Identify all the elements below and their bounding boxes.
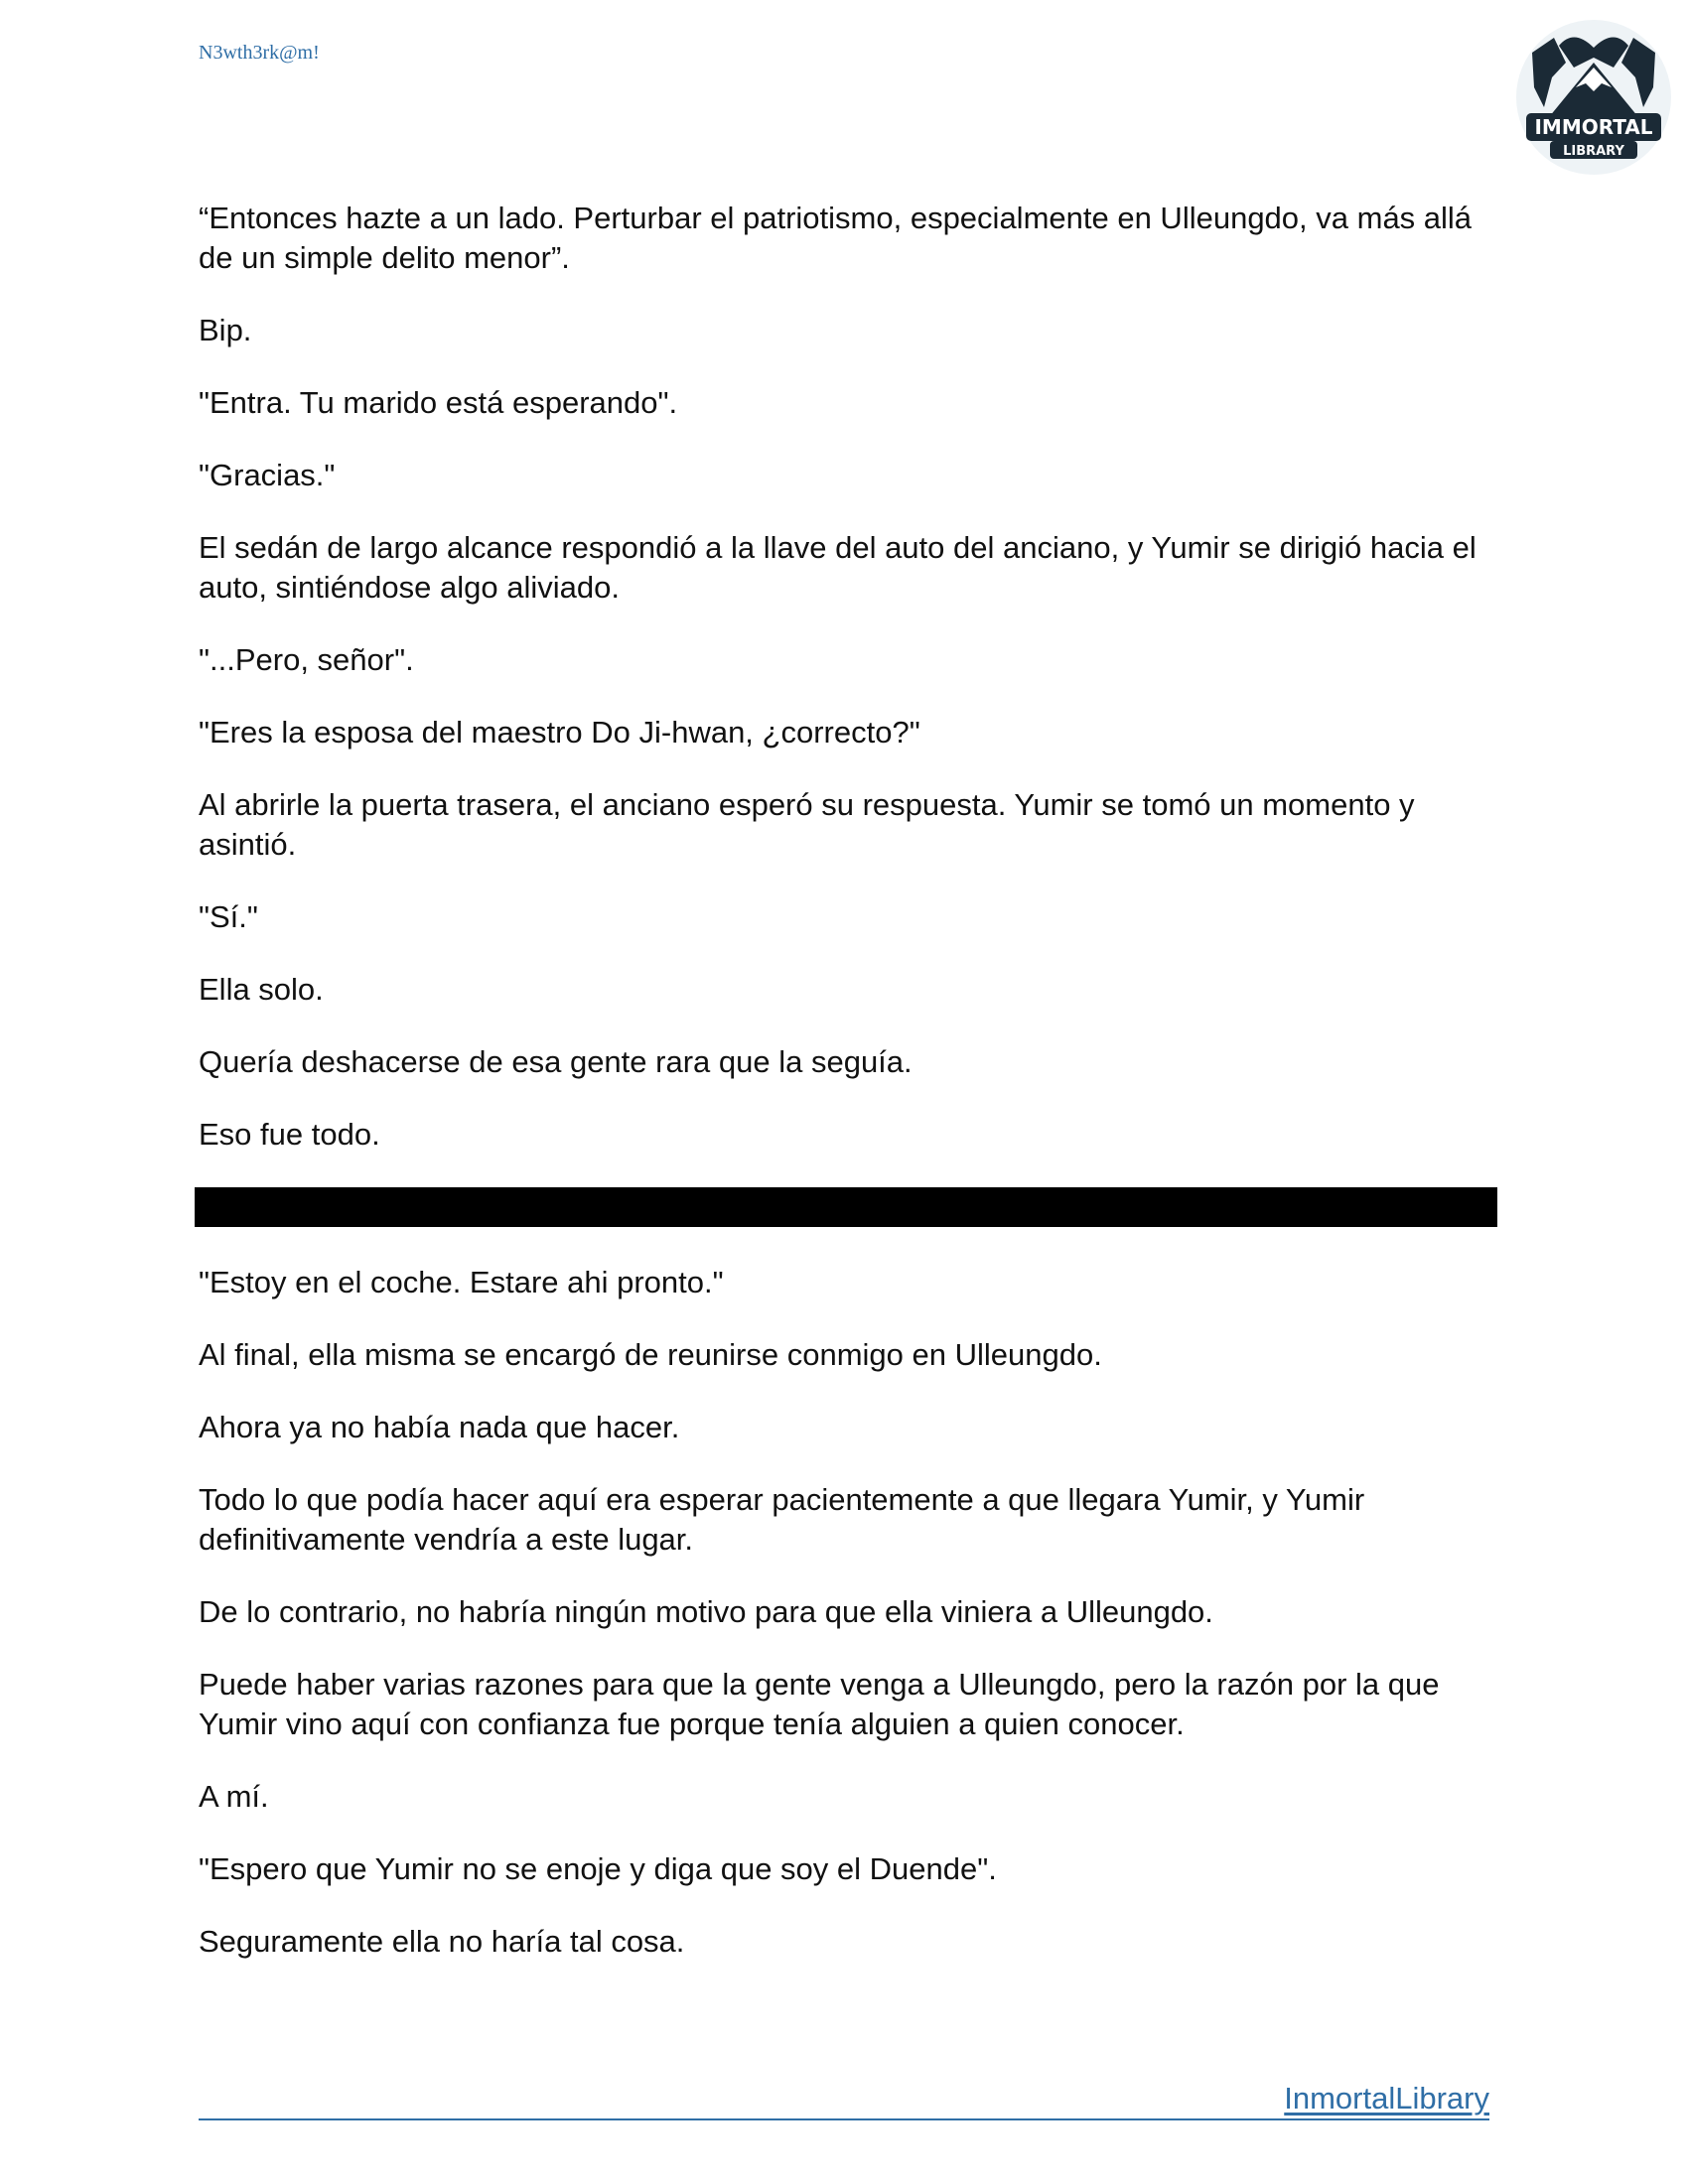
section-divider bbox=[195, 1187, 1497, 1227]
paragraph: Ahora ya no había nada que hacer. bbox=[199, 1410, 680, 1444]
paragraph: "Sí." bbox=[199, 899, 258, 934]
paragraph: Puede haber varias razones para que la gente venga a Ulleungdo, pero la razón por la que Yumir vino aquí con confianza fue porque tenía alguien a quien conocer. bbox=[199, 1667, 1440, 1741]
dragon-emblem-icon bbox=[1514, 18, 1673, 177]
logo-text-line1: IMMORTAL bbox=[1534, 115, 1653, 139]
paragraph: Bip. bbox=[199, 313, 252, 347]
paragraph: Todo lo que podía hacer aquí era esperar pacientemente a que llegara Yumir, y Yumir definitivamente vendría a este lugar. bbox=[199, 1482, 1365, 1557]
paragraph: Eso fue todo. bbox=[199, 1117, 380, 1152]
immortal-library-logo bbox=[1514, 18, 1673, 177]
paragraph: "Entra. Tu marido está esperando". bbox=[199, 385, 678, 420]
paragraph: "Estoy en el coche. Estare ahi pronto." bbox=[199, 1265, 724, 1299]
paragraph: Al abrirle la puerta trasera, el anciano esperó su respuesta. Yumir se tomó un momento y asintió. bbox=[199, 787, 1415, 862]
footer-rule bbox=[199, 2118, 1489, 2120]
paragraph: A mí. bbox=[199, 1779, 269, 1814]
document-body bbox=[199, 199, 1489, 1994]
paragraph: Ella solo. bbox=[199, 972, 324, 1007]
header-id-text: N3wth3rk@m! bbox=[199, 42, 320, 64]
paragraph: Quería deshacerse de esa gente rara que la seguía. bbox=[199, 1044, 913, 1079]
paragraph: "Gracias." bbox=[199, 458, 336, 492]
paragraph: “Entonces hazte a un lado. Perturbar el patriotismo, especialmente en Ulleungdo, va más allá de un simple delito menor”. bbox=[199, 201, 1473, 275]
paragraph: Al final, ella misma se encargó de reunirse conmigo en Ulleungdo. bbox=[199, 1337, 1102, 1372]
paragraph: De lo contrario, no habría ningún motivo para que ella viniera a Ulleungdo. bbox=[199, 1594, 1213, 1629]
logo-text-line2: LIBRARY bbox=[1563, 144, 1624, 159]
paragraph: Seguramente ella no haría tal cosa. bbox=[199, 1924, 685, 1959]
paragraph: El sedán de largo alcance respondió a la llave del auto del anciano, y Yumir se dirigió hacia el auto, sintiéndose algo aliviado. bbox=[199, 530, 1477, 605]
paragraph: "Espero que Yumir no se enoje y diga que soy el Duende". bbox=[199, 1851, 997, 1886]
paragraph: "Eres la esposa del maestro Do Ji-hwan, ¿correcto?" bbox=[199, 715, 920, 750]
footer-link-inmortallibrary[interactable]: InmortalLibrary bbox=[1284, 2081, 1489, 2116]
paragraph: "...Pero, señor". bbox=[199, 642, 414, 677]
